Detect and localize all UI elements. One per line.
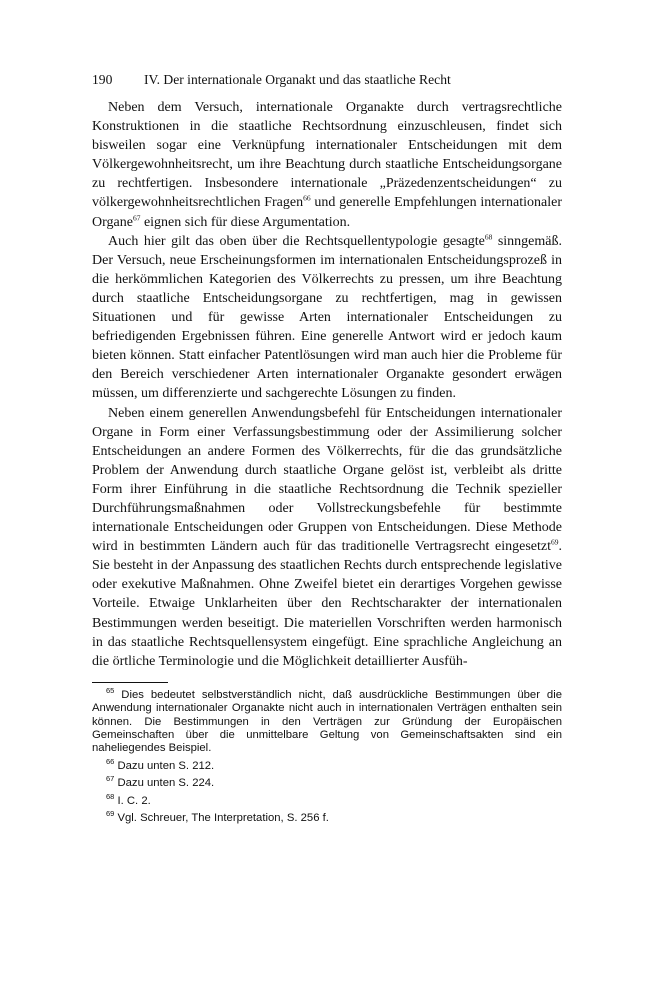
footnote-divider [92,682,168,683]
footnote-text: Dazu unten S. 212. [114,759,215,772]
text-run: und generelle Empfehlungen internationaler Organe [92,195,562,230]
body-text [92,98,562,671]
footnote [92,757,562,773]
footnote-number: 68 [106,791,115,801]
footnote-reference: 68 [484,232,493,241]
footnote-text: Dies bedeutet selbstverständlich nicht, daß ausdrückliche Bestimmungen über die Anwendung internationaler Organakte nicht auch in internationalen Verträgen enthalten sein können. Die Bestimmungen in den Verträgen zur Gründung der Europäischen Gemeinschaften über die unmittelbare Geltung von Gemeinschaftsakten sind ein naheliegendes Beispiel. [92,688,562,755]
footnote-reference: 67 [132,212,141,222]
body-paragraph [92,404,562,671]
body-paragraph [92,98,562,232]
footnote-reference: 66 [303,193,311,203]
footnote [92,774,562,790]
text-run: Neben einem generellen Anwendungsbefehl für Entscheidungen internationaler Organe in Form einer Verfassungsbestimmung oder der Assimilierung solcher Entscheidungen an andere Formen des Völkerrechts, für die das grundsätzliche Problem der Anwendung durch staatliche Organe gelöst ist, verbleibt als dritte Form ihrer Einführung in die staatliche Rechtsordnung die Technik spezieller Durchführungsmaßnahmen oder Vollstreckungsbefehle für bestimmte internationale Entscheidungen oder Gruppen von Entscheidungen. Diese Methode wird in bestimmten Ländern auch für das traditionelle Vertragsrecht eingesetzt [92,405,562,555]
footnote [92,686,562,756]
text-run: sinngemäß. Der Versuch, neue Erscheinungsformen im internationalen Entscheidungsprozeß in die herkömmlichen Kategorien des Völkerrechts zu pressen, um ihre Beachtung durch staatliche Entscheidungsorgane zu rechtfertigen, mag in gewissen Situationen und für gewisse Arten internationaler Entscheidungen zu befriedigenden Ergebnissen führen. Eine generelle Antwort wird er jedoch kaum bieten können. Statt einfacher Patentlösungen wird man auch hier die Probleme für den Bereich verschiedener Arten internationaler Organakte gesondert erwägen müssen, um differenzierte und sachgerechte Lösungen zu finden. [92,233,563,402]
running-title: IV. Der internationale Organakt und das staatliche Recht [144,72,451,87]
footnote [92,791,562,808]
body-paragraph [92,232,562,404]
footnote-number: 65 [106,686,115,696]
footnote [92,809,562,825]
footnote-number: 67 [106,774,115,784]
footnote-number: 66 [106,757,115,767]
text-run: Neben dem Versuch, internationale Organakte durch vertragsrechtliche Konstruktionen in die staatliche Rechtsordnung einzuschleusen, findet sich bisweilen sogar eine Verknüpfung internationaler Entscheidungen mit dem Völkergewohnheitsrecht, um ihre Beachtung durch staatliche Entscheidungsorgane zu rechtfertigen. Insbesondere internationale „Präzedenzentscheidungen“ zu völkergewohnheitsrechtlichen Fragen [92,100,562,211]
footnote-reference: 69 [551,537,559,547]
text-run: . Sie besteht in der Anpassung des staatlichen Rechts durch entsprechende legislative oder exekutive Maßnahmen. Ohne Zweifel bietet ein derartiges Vorgehen gewisse Vorteile. Etwaige Unklarheiten über den Rechtscharakter der internationalen Bestimmungen werden beseitigt. Die materiellen Vorschriften werden harmonisch in das staatliche Rechtsquellensystem eingefügt. Eine sprachliche Angleichung an die örtliche Terminologie und die Möglichkeit detaillierter Ausfüh- [92,539,562,669]
text-run: Auch hier gilt das oben über die Rechtsquellentypologie gesagte [108,233,485,249]
footnote-text: Vgl. Schreuer, The Interpretation, S. 256 f. [114,812,329,825]
footnote-text: Dazu unten S. 224. [114,777,215,790]
footnote-number: 69 [106,809,115,819]
book-page [92,70,562,825]
running-header [92,70,562,90]
page-number: 190 [92,72,113,87]
footnotes [92,686,562,826]
footnote-text: I. C. 2. [114,794,151,807]
text-run: eignen sich für diese Argumentation. [140,214,351,230]
